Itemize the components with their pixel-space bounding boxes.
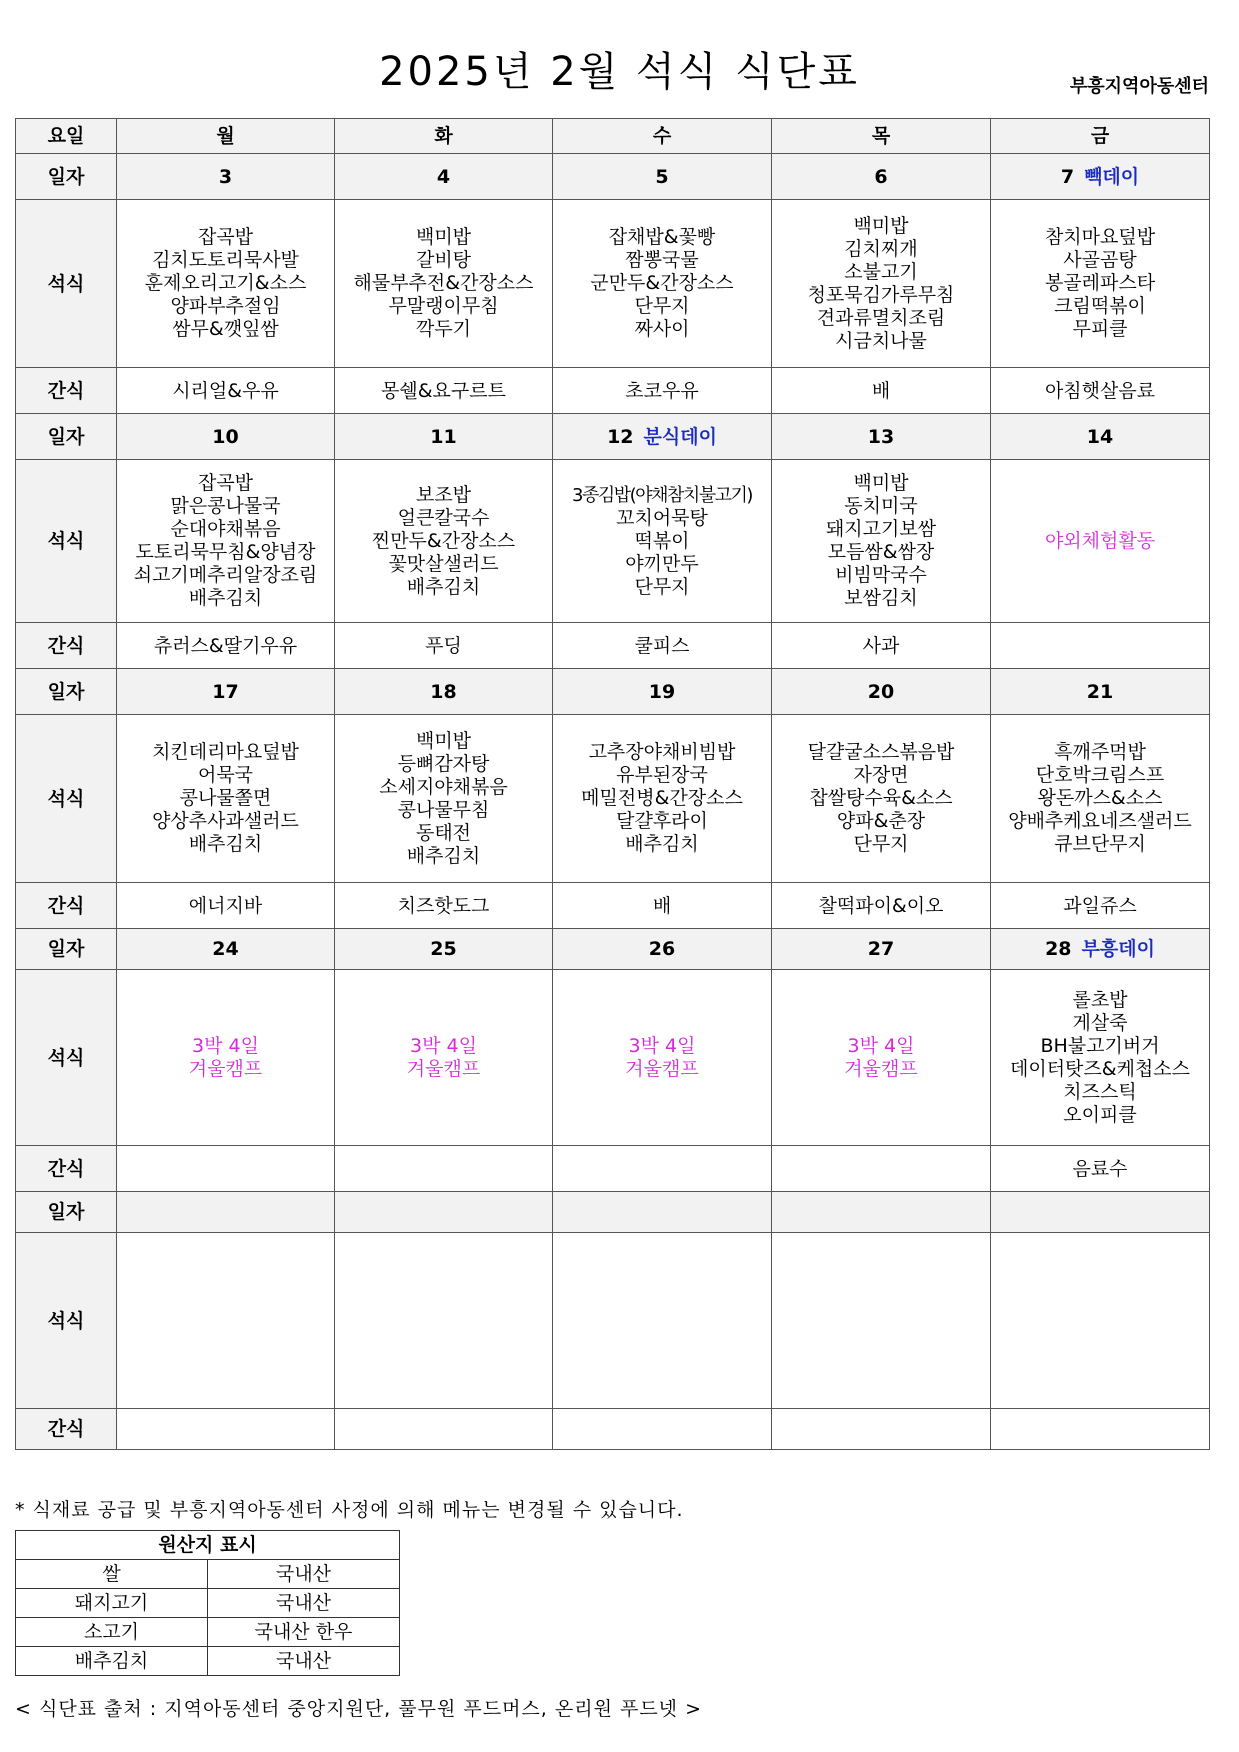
dinner-label: 석식: [16, 200, 117, 368]
snack-cell: 배: [772, 368, 991, 414]
page-title: 2025년 2월 석식 식단표: [379, 49, 860, 95]
date-row: [16, 1192, 1210, 1233]
snack-row: [16, 1409, 1210, 1450]
menu-item: 짜사이: [634, 318, 690, 340]
menu-item: 3박 4일: [628, 1034, 696, 1057]
date-number: 3: [218, 165, 233, 188]
menu-item: 겨울캠프: [406, 1057, 481, 1080]
menu-item: 3종김밥(야채참치불고기): [572, 484, 752, 506]
menu-item: 치킨데리마요덮밥: [152, 741, 299, 763]
snack-cell: 시리얼&우유: [117, 368, 335, 414]
origin-item: 쌀: [16, 1560, 208, 1589]
menu-item: 단무지: [634, 295, 690, 317]
date-number: 26: [648, 938, 676, 960]
menu-item: 맑은콩나물국: [170, 495, 281, 517]
date-cell: [772, 154, 991, 200]
dinner-cell: [335, 970, 553, 1146]
menu-item: 동태전: [415, 821, 472, 844]
menu-item: 배추김치: [188, 587, 263, 609]
date-number: 17: [212, 680, 239, 703]
menu-table: [15, 118, 1210, 1450]
menu-item: 겨울캠프: [188, 1057, 263, 1080]
menu-item: 3박 4일: [192, 1034, 259, 1057]
menu-item: 사골곰탕: [1063, 249, 1137, 271]
menu-item: 겨울캠프: [844, 1057, 918, 1080]
menu-item: 잡곡밥: [197, 472, 254, 494]
menu-item: 콩나물무침: [397, 798, 490, 821]
dinner-row: [16, 1233, 1210, 1409]
origin-country: 국내산 한우: [208, 1618, 400, 1647]
menu-item: 돼지고기보쌈: [825, 518, 937, 540]
menu-item: 순대야채볶음: [170, 518, 281, 540]
date-cell: [335, 154, 553, 200]
dinner-cell: [335, 715, 553, 883]
snack-cell: 사과: [772, 623, 991, 669]
snack-cell: [991, 1409, 1210, 1450]
menu-item: 김치도토리묵사발: [152, 249, 299, 271]
date-cell: [553, 154, 772, 200]
event-day-label: 분식데이: [643, 425, 717, 448]
snack-cell: [991, 623, 1210, 669]
menu-item: 배추김치: [406, 844, 481, 867]
menu-item: 배추김치: [625, 833, 699, 855]
date-cell: [553, 414, 772, 460]
menu-item: 소불고기: [844, 260, 918, 283]
dinner-cell: [117, 715, 335, 883]
menu-item: 자장면: [853, 764, 909, 786]
menu-item: 백미밥: [415, 729, 472, 752]
menu-item: 잡채밥&꽃빵: [608, 226, 716, 248]
menu-item: 롤초밥: [1072, 988, 1128, 1011]
dinner-cell: [772, 460, 991, 623]
dinner-cell: [772, 970, 991, 1146]
date-number: 4: [436, 165, 451, 188]
menu-item: 참치마요덮밥: [1044, 226, 1156, 248]
dinner-cell: [117, 1233, 335, 1409]
date-number: 21: [1086, 680, 1114, 703]
snack-row: [16, 883, 1210, 929]
date-cell: [117, 1192, 335, 1233]
date-cell: [991, 1192, 1210, 1233]
date-cell: [772, 1192, 991, 1233]
snack-cell: 아침햇살음료: [991, 368, 1210, 414]
dinner-cell: [117, 200, 335, 368]
date-number: 5: [655, 165, 669, 188]
menu-item: 쇠고기메추리알장조림: [133, 564, 318, 586]
date-cell: [991, 154, 1210, 200]
snack-cell: 치즈핫도그: [335, 883, 553, 929]
weekday-mon: 월: [117, 119, 335, 154]
date-row: [16, 929, 1210, 970]
menu-item: 꼬치어묵탕: [616, 506, 708, 529]
date-cell: [117, 154, 335, 200]
menu-item: 콩나물쫄면: [179, 787, 272, 809]
menu-item: 쌈무&깻잎쌈: [172, 318, 279, 340]
dinner-cell: [117, 970, 335, 1146]
event-day-label: 부흥데이: [1081, 938, 1155, 960]
menu-item: 찹쌀탕수육&소스: [809, 787, 953, 809]
date-number: 27: [867, 938, 895, 960]
dinner-cell: [991, 715, 1210, 883]
menu-item: 흑깨주먹밥: [1054, 741, 1146, 763]
snack-cell: [772, 1146, 991, 1192]
day-label: 요일: [16, 119, 117, 154]
menu-item: 단무지: [853, 833, 909, 855]
menu-item: 소세지야채볶음: [379, 775, 508, 798]
menu-item: 등뼈감자탕: [397, 752, 490, 775]
menu-item: 군만두&간장소스: [590, 272, 734, 294]
menu-item: 김치찌개: [844, 237, 918, 260]
menu-item: 겨울캠프: [625, 1057, 699, 1080]
menu-item: 백미밥: [853, 214, 909, 237]
dinner-cell: [553, 715, 772, 883]
snack-label: 간식: [16, 1409, 117, 1450]
dinner-cell: [991, 970, 1210, 1146]
dinner-cell: [772, 1233, 991, 1409]
menu-item: 도토리묵무침&양념장: [135, 541, 316, 563]
date-cell: [772, 929, 991, 970]
snack-row: [16, 1146, 1210, 1192]
dinner-label: 석식: [16, 970, 117, 1146]
date-cell: [553, 929, 772, 970]
menu-item: 해물부추전&간장소스: [353, 272, 534, 294]
menu-item: 3박 4일: [847, 1034, 915, 1057]
weekday-wed: 수: [553, 119, 772, 154]
menu-item: 양상추사과샐러드: [152, 810, 299, 832]
date-cell: [553, 1192, 772, 1233]
date-row: [16, 669, 1210, 715]
date-number: 10: [212, 425, 239, 448]
origin-country: 국내산: [208, 1589, 400, 1618]
date-number: 20: [867, 680, 895, 703]
menu-item: 단호박크림스프: [1035, 764, 1165, 786]
snack-row: [16, 623, 1210, 669]
date-row: [16, 154, 1210, 200]
weekday-fri: 금: [991, 119, 1210, 154]
menu-item: 떡볶이: [634, 529, 690, 552]
dinner-label: 석식: [16, 460, 117, 623]
snack-cell: [117, 1409, 335, 1450]
menu-item: 비빔막국수: [835, 564, 927, 586]
dinner-cell: [553, 970, 772, 1146]
date-cell: [117, 669, 335, 715]
menu-item: 백미밥: [853, 472, 909, 494]
date-cell: [335, 929, 553, 970]
menu-item: 훈제오리고기&소스: [144, 272, 307, 294]
menu-item: 무피클: [1072, 318, 1128, 340]
menu-item: 배추김치: [188, 833, 263, 855]
menu-item: 백미밥: [415, 226, 472, 248]
menu-item: 왕돈까스&소스: [1037, 787, 1163, 809]
date-cell: [553, 669, 772, 715]
menu-item: 메밀전병&간장소스: [581, 787, 743, 809]
menu-item: 야외체험활동: [1044, 529, 1156, 552]
snack-cell: [335, 1409, 553, 1450]
snack-cell: [335, 1146, 553, 1192]
menu-item: 봉골레파스타: [1044, 272, 1156, 294]
date-label: 일자: [16, 1192, 117, 1233]
menu-item: 큐브단무지: [1054, 833, 1146, 855]
date-number: 28: [1045, 938, 1072, 960]
dinner-cell: [991, 200, 1210, 368]
weekday-header-row: [16, 119, 1210, 154]
date-cell: [117, 929, 335, 970]
date-number: 25: [430, 938, 457, 960]
snack-cell: [553, 1409, 772, 1450]
dinner-row: [16, 970, 1210, 1146]
origin-row: [16, 1560, 400, 1589]
snack-cell: 츄러스&딸기우유: [117, 623, 335, 669]
dinner-cell: [553, 460, 772, 623]
date-label: 일자: [16, 154, 117, 200]
date-number: 13: [867, 425, 895, 448]
date-number: 18: [430, 680, 457, 703]
organization-name: 부흥지역아동센터: [1069, 76, 1209, 97]
menu-item: 야끼만두: [625, 552, 699, 575]
menu-item: 얼큰칼국수: [397, 506, 490, 529]
dinner-row: [16, 715, 1210, 883]
date-number: 11: [430, 425, 457, 448]
menu-item: 달걀굴소스볶음밥: [807, 741, 955, 763]
menu-item: 양파부추절임: [170, 295, 281, 317]
menu-item: 게살죽: [1072, 1011, 1128, 1034]
menu-item: 꽃맛살샐러드: [388, 552, 499, 575]
date-label: 일자: [16, 414, 117, 460]
menu-item: 보쌈김치: [844, 587, 918, 609]
menu-item: 치즈스틱: [1063, 1080, 1137, 1103]
dinner-cell: [117, 460, 335, 623]
snack-cell: 음료수: [991, 1146, 1210, 1192]
snack-cell: 몽쉘&요구르트: [335, 368, 553, 414]
menu-item: 시금치나물: [835, 329, 927, 352]
origin-item: 배추김치: [16, 1647, 208, 1676]
menu-item: 유부된장국: [616, 764, 708, 786]
menu-source: < 식단표 출처 : 지역아동센터 중앙지원단, 풀무원 푸드머스, 온리원 푸드넷 >: [15, 1698, 702, 1720]
snack-cell: 찰떡파이&이오: [772, 883, 991, 929]
snack-cell: [117, 1146, 335, 1192]
menu-item: 깍두기: [415, 318, 472, 340]
date-cell: [991, 929, 1210, 970]
menu-item: 어묵국: [197, 764, 254, 786]
menu-item: 달걀후라이: [616, 810, 708, 832]
origin-header: 원산지 표시: [16, 1531, 400, 1560]
snack-label: 간식: [16, 368, 117, 414]
snack-label: 간식: [16, 883, 117, 929]
date-cell: [991, 669, 1210, 715]
event-day-label: 빽데이: [1084, 165, 1140, 188]
dinner-row: [16, 200, 1210, 368]
date-number: 12: [607, 425, 634, 448]
origin-row: [16, 1618, 400, 1647]
origin-table: [15, 1530, 400, 1676]
menu-item: 잡곡밥: [197, 226, 254, 248]
dinner-cell: [991, 1233, 1210, 1409]
weekday-thu: 목: [772, 119, 991, 154]
menu-item: 데이터탓즈&케첩소스: [1009, 1057, 1190, 1080]
dinner-cell: [553, 1233, 772, 1409]
dinner-cell: [991, 460, 1210, 623]
menu-item: 동치미국: [844, 495, 918, 517]
snack-cell: 과일쥬스: [991, 883, 1210, 929]
menu-item: BH불고기버거: [1040, 1034, 1160, 1057]
menu-item: 모듬쌈&쌈장: [827, 541, 935, 563]
date-cell: [117, 414, 335, 460]
date-cell: [335, 669, 553, 715]
menu-change-notice: * 식재료 공급 및 부흥지역아동센터 사정에 의해 메뉴는 변경될 수 있습니다.: [15, 1499, 684, 1521]
menu-item: 3박 4일: [410, 1034, 477, 1057]
date-cell: [772, 669, 991, 715]
dinner-cell: [772, 200, 991, 368]
snack-cell: [772, 1409, 991, 1450]
menu-item: 찐만두&간장소스: [371, 529, 516, 552]
snack-label: 간식: [16, 1146, 117, 1192]
snack-row: [16, 368, 1210, 414]
origin-item: 돼지고기: [16, 1589, 208, 1618]
origin-country: 국내산: [208, 1647, 400, 1676]
date-number: 7: [1060, 165, 1075, 188]
origin-item: 소고기: [16, 1618, 208, 1647]
date-cell: [772, 414, 991, 460]
date-label: 일자: [16, 669, 117, 715]
dinner-cell: [553, 200, 772, 368]
date-cell: [335, 414, 553, 460]
dinner-label: 석식: [16, 715, 117, 883]
weekday-tue: 화: [335, 119, 553, 154]
menu-item: 배추김치: [406, 575, 481, 598]
snack-label: 간식: [16, 623, 117, 669]
dinner-row: [16, 460, 1210, 623]
menu-item: 갈비탕: [415, 249, 472, 271]
dinner-cell: [335, 460, 553, 623]
menu-item: 무말랭이무침: [388, 295, 499, 317]
menu-item: 양파&춘장: [836, 810, 926, 832]
menu-item: 고추장야채비빔밥: [588, 741, 736, 763]
date-number: 24: [212, 938, 239, 960]
origin-country: 국내산: [208, 1560, 400, 1589]
dinner-cell: [335, 200, 553, 368]
date-cell: [335, 1192, 553, 1233]
snack-cell: 쿨피스: [553, 623, 772, 669]
origin-row: [16, 1589, 400, 1618]
date-row: [16, 414, 1210, 460]
menu-item: 양배추케요네즈샐러드: [1008, 810, 1192, 832]
menu-item: 견과류멸치조림: [816, 306, 946, 329]
menu-item: 짬뽕국물: [625, 249, 699, 271]
snack-cell: [553, 1146, 772, 1192]
snack-cell: 초코우유: [553, 368, 772, 414]
dinner-label: 석식: [16, 1233, 117, 1409]
date-number: 19: [648, 680, 676, 703]
snack-cell: 배: [553, 883, 772, 929]
dinner-cell: [772, 715, 991, 883]
date-number: 14: [1086, 425, 1114, 448]
snack-cell: 푸딩: [335, 623, 553, 669]
menu-item: 보조밥: [415, 483, 472, 506]
menu-item: 오이피클: [1063, 1103, 1137, 1126]
date-number: 6: [874, 165, 888, 188]
origin-row: [16, 1647, 400, 1676]
menu-item: 단무지: [634, 575, 690, 598]
menu-item: 청포묵김가루무침: [807, 283, 955, 306]
menu-item: 크림떡볶이: [1054, 295, 1146, 317]
date-label: 일자: [16, 929, 117, 970]
dinner-cell: [335, 1233, 553, 1409]
snack-cell: 에너지바: [117, 883, 335, 929]
date-cell: [991, 414, 1210, 460]
